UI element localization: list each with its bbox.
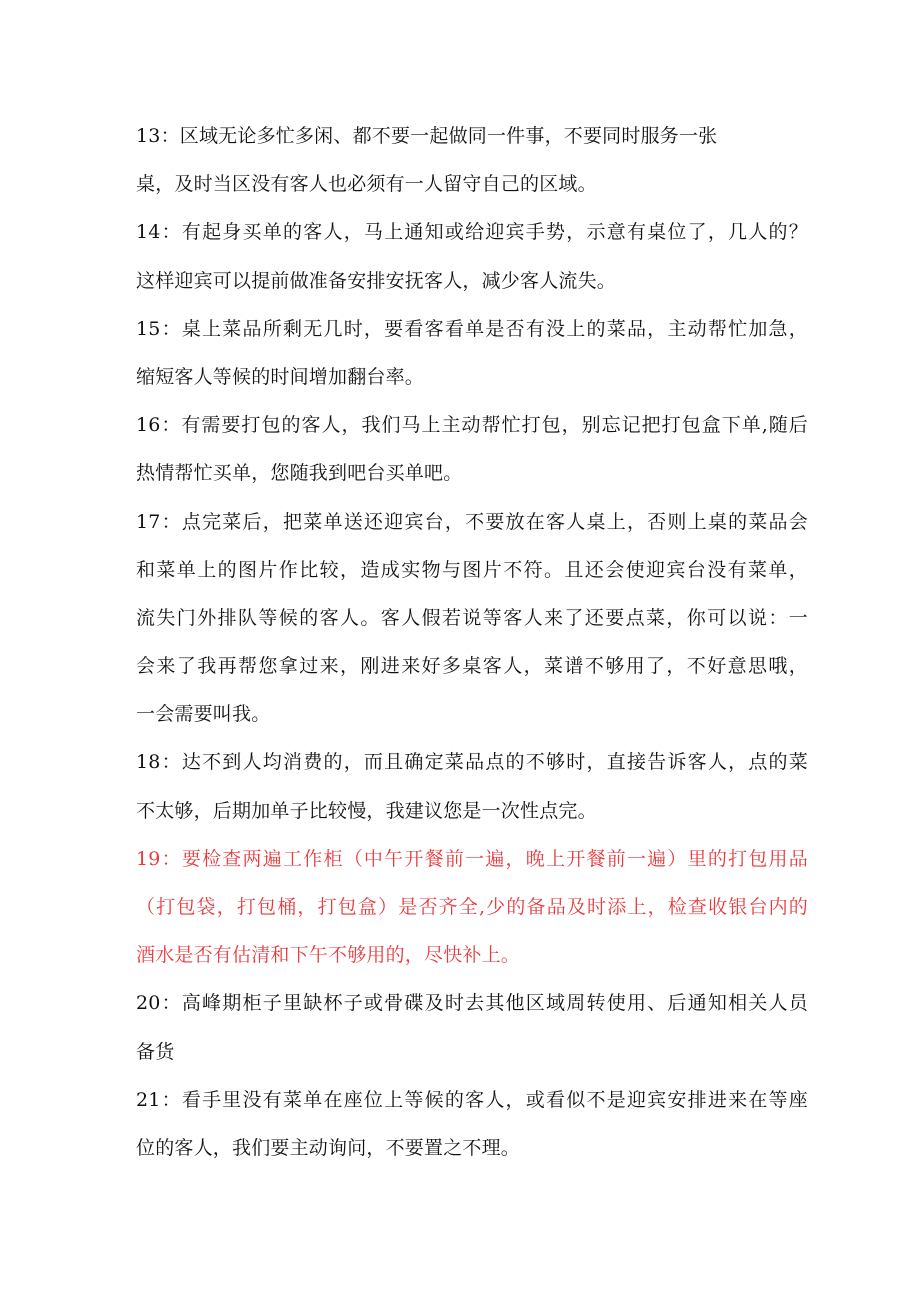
text-line: 一会需要叫我。 — [136, 703, 271, 726]
text-line: 14：有起身买单的客人，马上通知或给迎宾手势，示意有桌位了，几人的？ — [136, 221, 808, 244]
text-line: 备货 — [136, 1040, 175, 1063]
text-line: 酒水是否有估清和下午不够用的，尽快补上。 — [136, 944, 521, 967]
rule-21-paragraph — [136, 1076, 808, 1172]
text-line: 16：有需要打包的客人，我们马上主动帮忙打包，别忘记把打包盒下单,随后 — [136, 414, 808, 437]
text-line: 会来了我再帮您拿过来，刚进来好多桌客人，菜谱不够用了，不好意思哦， — [136, 655, 808, 678]
text-line: 15：桌上菜品所剩无几时，要看客看单是否有没上的菜品，主动帮忙加急， — [136, 317, 808, 340]
rule-18-paragraph — [136, 738, 808, 834]
text-line: 和菜单上的图片作比较，造成实物与图片不符。且还会使迎宾台没有菜单， — [136, 558, 808, 581]
rule-17-paragraph — [136, 498, 808, 739]
text-line: 19：要检查两遍工作柜（中午开餐前一遍，晚上开餐前一遍）里的打包用品 — [136, 847, 808, 870]
rule-19-paragraph-highlighted — [136, 835, 808, 980]
text-line: 13：区域无论多忙多闲、都不要一起做同一件事，不要同时服务一张 — [136, 125, 718, 147]
text-line: 位的客人，我们要主动询问，不要置之不理。 — [136, 1136, 521, 1159]
rule-13-paragraph — [136, 112, 808, 208]
text-line: 18：达不到人均消费的，而且确定菜品点的不够时，直接告诉客人，点的菜 — [136, 751, 808, 774]
text-line: 不太够，后期加单子比较慢，我建议您是一次性点完。 — [136, 799, 597, 822]
rule-15-paragraph — [136, 305, 808, 401]
text-line: 20：高峰期柜子里缺杯子或骨碟及时去其他区域周转使用、后通知相关人员 — [136, 992, 808, 1015]
text-line: 缩短客人等候的时间增加翻台率。 — [136, 365, 425, 388]
text-line: 流失门外排队等候的客人。客人假若说等客人来了还要点菜，你可以说：一 — [136, 606, 808, 629]
document-body — [136, 112, 808, 1172]
text-line: （打包袋，打包桶，打包盒）是否齐全,少的备品及时添上，检查收银台内的 — [136, 896, 808, 918]
text-line: 这样迎宾可以提前做准备安排安抚客人，减少客人流失。 — [136, 269, 617, 292]
text-line: 17：点完菜后，把菜单送还迎宾台，不要放在客人桌上，否则上桌的菜品会 — [136, 510, 808, 533]
text-line: 桌，及时当区没有客人也必须有一人留守自己的区域。 — [136, 173, 597, 196]
rule-14-paragraph — [136, 208, 808, 304]
text-line: 21：看手里没有菜单在座位上等候的客人，或看似不是迎宾安排进来在等座 — [136, 1088, 808, 1111]
rule-20-paragraph — [136, 979, 808, 1075]
text-line: 热情帮忙买单，您随我到吧台买单吧。 — [136, 462, 463, 485]
rule-16-paragraph — [136, 401, 808, 497]
